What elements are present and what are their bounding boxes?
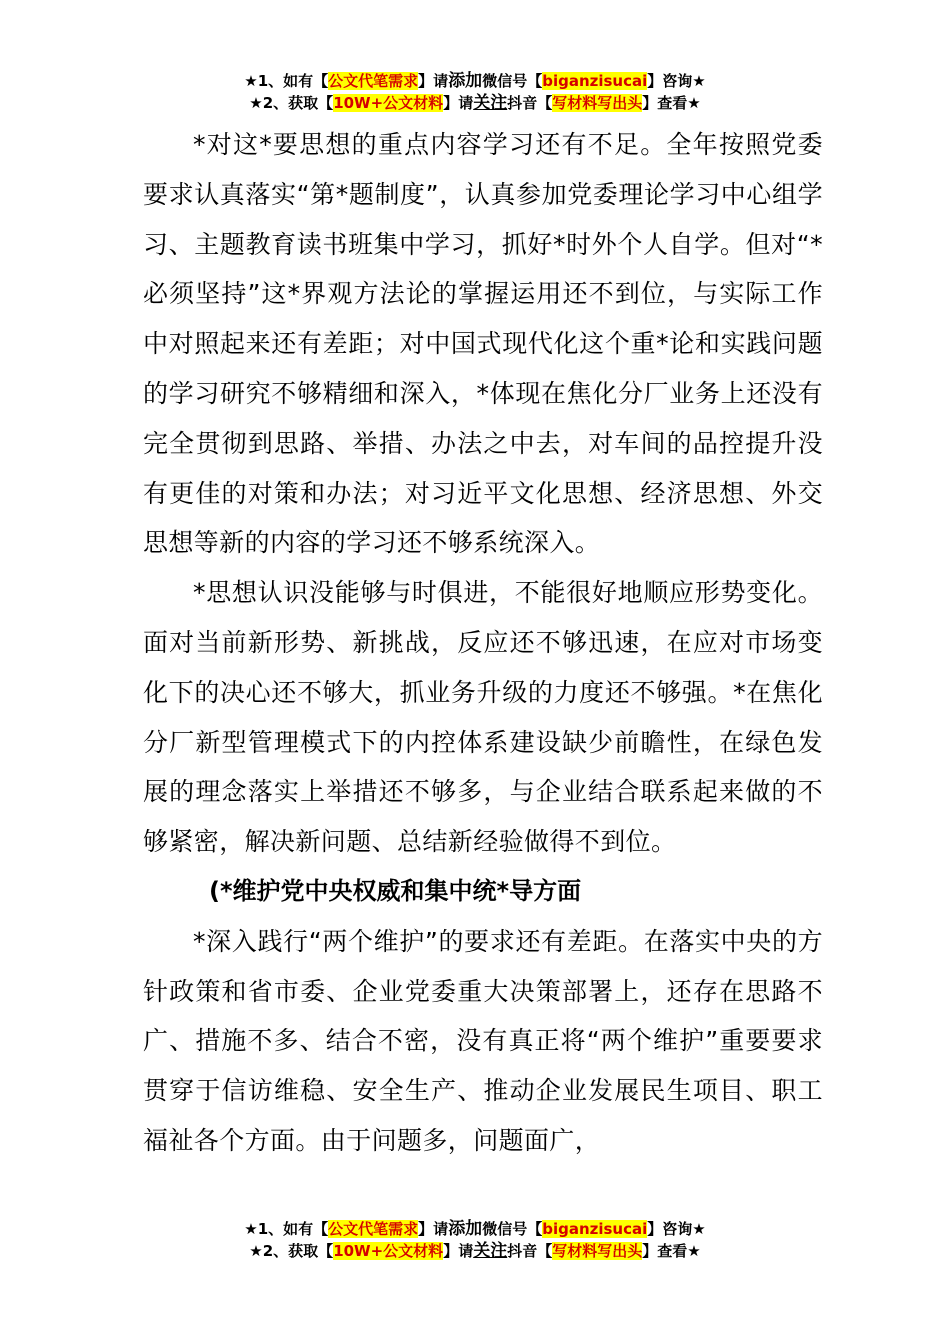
highlight-douyin-id: 写材料写出头 (552, 1242, 643, 1260)
highlight-materials: 10W+公文材料 (333, 1242, 444, 1260)
promo-line-1: ★1、如有【公文代笔需求】请添加微信号【biganzisucai】咨询★ (244, 71, 706, 91)
section-heading: (*维护党中央权威和集中统*导方面 (209, 876, 582, 905)
promo-banner-top (0, 70, 950, 114)
promo-line-1: ★1、如有【公文代笔需求】请添加微信号【biganzisucai】咨询★ (244, 1219, 706, 1239)
emphasis-add: 添加 (448, 71, 483, 91)
highlight-materials: 10W+公文材料 (333, 94, 444, 112)
highlight-service: 公文代笔需求 (328, 1220, 419, 1238)
paragraph-study: *对这*要思想的重点内容学习还有不足。全年按照党委要求认真落实“第*题制度”，认真参加党委理论学习中心组学习、主题教育读书班集中学习，抓好*时外个人自学。但对“*必须坚持”这*界观方法论的掌握运用还不到位，与实际工作中对照起来还有差距；对中国式现代化这个重*论和实践问题的学习研究不够精细和深入，*体现在焦化分厂业务上还没有完全贯彻到思路、举措、办法之中去，对车间的品控提升没有更佳的对策和办法；对习近平文化思想、经济思想、外交思想等新的内容的学习还不够系统深入。 (143, 130, 823, 558)
highlight-service: 公文代笔需求 (328, 72, 419, 90)
emphasis-follow: 关注 (473, 93, 508, 113)
paragraph-thinking: *思想认识没能够与时俱进，不能很好地顺应形势变化。面对当前新形势、新挑战，反应还不够迅速，在应对市场变化下的决心还不够大，抓业务升级的力度还不够强。*在焦化分厂新型管理模式下的内控体系建设缺少前瞻性，在绿色发展的理念落实上举措还不够多，与企业结合联系起来做的不够紧密，解决新问题、总结新经验做得不到位。 (143, 578, 823, 857)
highlight-wechat-id: biganzisucai (542, 72, 648, 90)
promo-banner-bottom (0, 1218, 950, 1262)
promo-line-2: ★2、获取【10W+公文材料】请关注抖音【写材料写出头】查看★ (249, 1241, 701, 1261)
document-body (143, 120, 823, 1166)
paragraph-maintain: *深入践行“两个维护”的要求还有差距。在落实中央的方针政策和省市委、企业党委重大决策部署上，还存在思路不广、措施不多、结合不密，没有真正将“两个维护”重要要求贯穿于信访维稳、安全生产、推动企业发展民生项目、职工福祉各个方面。由于问题多，问题面广， (143, 926, 823, 1155)
highlight-wechat-id: biganzisucai (542, 1220, 648, 1238)
emphasis-follow: 关注 (473, 1241, 508, 1261)
promo-line-2: ★2、获取【10W+公文材料】请关注抖音【写材料写出头】查看★ (249, 93, 701, 113)
emphasis-add: 添加 (448, 1219, 483, 1239)
highlight-douyin-id: 写材料写出头 (552, 94, 643, 112)
